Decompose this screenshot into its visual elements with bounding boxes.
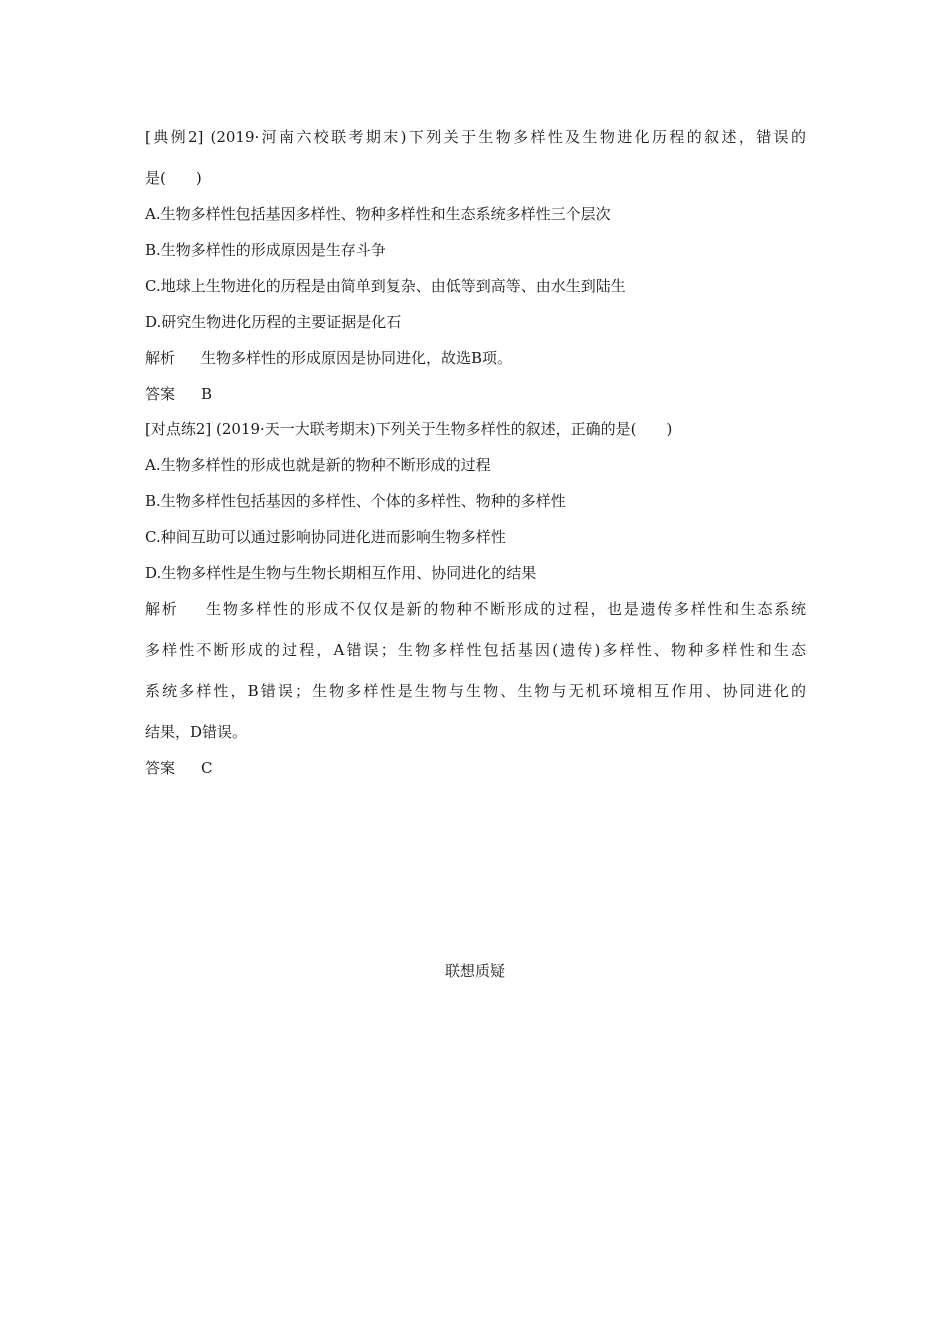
answer-label: 答案 [145, 759, 176, 777]
practice-2-question-line-1: [对点练2] (2019·天一大联考期末)下列关于生物多样性的叙述，正确的是( ) [145, 420, 673, 438]
answer-value: B [201, 385, 213, 403]
example-2-option-c: C.地球上生物进化的历程是由简单到复杂、由低等到高等、由水生到陆生 [145, 277, 626, 295]
practice-2-option-d: D.生物多样性是生物与生物长期相互作用、协同进化的结果 [145, 564, 537, 582]
practice-2-option-b: B.生物多样性包括基因的多样性、个体的多样性、物种的多样性 [145, 492, 566, 510]
answer-label: 答案 [145, 385, 176, 403]
answer-value: C [201, 759, 213, 777]
example-2-option-b: B.生物多样性的形成原因是生存斗争 [145, 241, 386, 259]
analysis-label: 解析 [145, 600, 179, 618]
practice-2-analysis-line-2: 多样性不断形成的过程，A错误；生物多样性包括基因(遗传)多样性、物种多样性和生态 [145, 641, 806, 659]
section-title: 联想质疑 [444, 962, 505, 980]
practice-2-answer [145, 757, 213, 779]
example-2-option-a: A.生物多样性包括基因多样性、物种多样性和生态系统多样性三个层次 [145, 205, 611, 223]
practice-2-analysis-line-3: 系统多样性，B错误；生物多样性是生物与生物、生物与无机环境相互作用、协同进化的 [145, 682, 806, 700]
practice-2-option-a: A.生物多样性的形成也就是新的物种不断形成的过程 [145, 456, 491, 474]
analysis-text: 生物多样性的形成原因是协同进化，故选B项。 [201, 349, 513, 367]
example-2-question-line-2: 是( ) [145, 169, 202, 187]
analysis-label: 解析 [145, 349, 176, 367]
example-2-option-d: D.研究生物进化历程的主要证据是化石 [145, 313, 402, 331]
example-2-analysis [145, 347, 512, 369]
practice-2-analysis-line-4: 结果，D错误。 [145, 723, 248, 741]
analysis-text-1: 生物多样性的形成不仅仅是新的物种不断形成的过程，也是遗传多样性和生态系统 [204, 600, 806, 618]
example-2-question-line-1: [典例2] (2019·河南六校联考期末)下列关于生物多样性及生物进化历程的叙述，错误的 [145, 128, 806, 146]
example-2-answer [145, 383, 212, 405]
practice-2-option-c: C.种间互助可以通过影响协同进化进而影响生物多样性 [145, 528, 506, 546]
practice-2-analysis-line-1 [145, 598, 806, 620]
